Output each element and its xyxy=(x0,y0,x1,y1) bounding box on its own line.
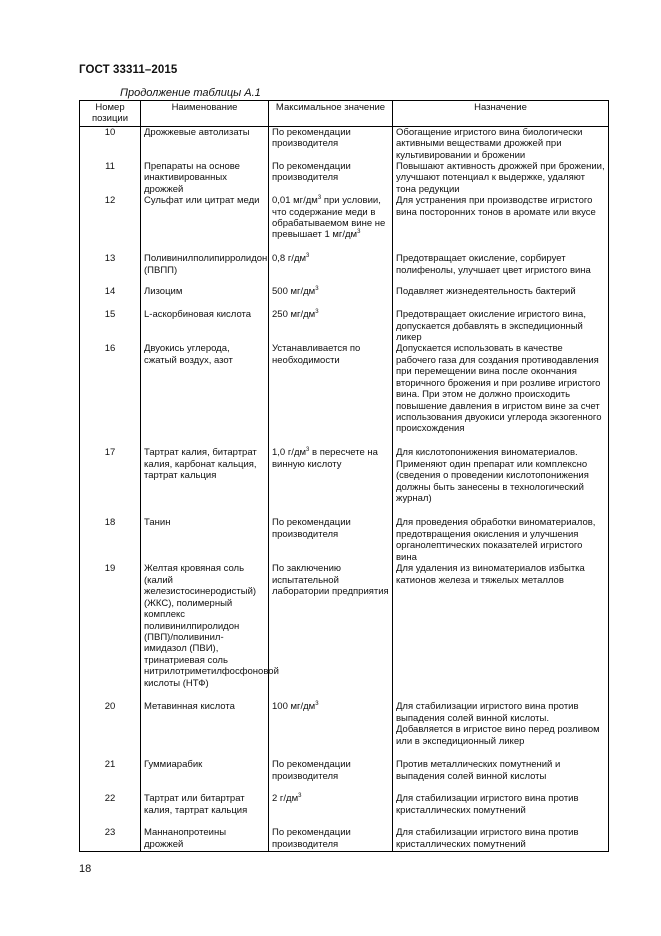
table-row xyxy=(80,759,609,793)
document-header: ГОСТ 33311–2015 xyxy=(79,64,178,76)
row-max: 500 $мг/дм^3$ xyxy=(269,286,393,309)
row-purpose: Для стабилизации игристого вина против кристаллических помутнений xyxy=(393,827,609,851)
col-header-name: Наименование xyxy=(141,101,269,127)
table-row xyxy=(80,517,609,563)
row-purpose: Для кислотопонижения виноматериалов. Применяют один препарат или комплексно (сведения о проведении кислотопонижения должны быть занесены в технологический журнал) xyxy=(393,447,609,517)
row-max: 1,0 $г/дм^3$ в пересчете на винную кислоту xyxy=(269,447,393,517)
row-max: По заключению испытательной лаборатории предприятия xyxy=(269,563,393,701)
additives-table xyxy=(79,100,609,852)
row-max: По рекомендации производителя xyxy=(269,161,393,195)
row-purpose: Обогащение игристого вина биологически активными веществами дрожжей при культивировании и брожении xyxy=(393,126,609,161)
row-purpose: Для стабилизации игристого вина против выпадения солей винной кислоты. Добавляется в игристое вино перед розливом или в экспедиционный ликер xyxy=(393,701,609,759)
table-row xyxy=(80,253,609,286)
row-max: По рекомендации производителя xyxy=(269,827,393,851)
row-number: 11 xyxy=(80,161,141,195)
row-name: Гуммиарабик xyxy=(141,759,269,793)
row-number: 21 xyxy=(80,759,141,793)
row-max: 0,01 $мг/дм^3$ при условии, что содержание меди в обрабатываемом вине не превышает 1 $мг/дм^3$ xyxy=(269,195,393,253)
row-name: Препараты на основе инактивированных дрожжей xyxy=(141,161,269,195)
row-name: Лизоцим xyxy=(141,286,269,309)
row-name: Маннанопротеины дрожжей xyxy=(141,827,269,851)
row-max: По рекомендации производителя xyxy=(269,126,393,161)
table-row xyxy=(80,309,609,343)
row-purpose: Для стабилизации игристого вина против кристаллических помутнений xyxy=(393,793,609,827)
row-number: 22 xyxy=(80,793,141,827)
row-name: Желтая кровяная соль (калий железистосинеродистый) (ЖКС), полимерный комплекс поливинилпиролидон (ПВП)/поливинил-имидазол (ПВИ), тринатриевая соль нитрилотриметилфосфоновой кислоты (НТФ) xyxy=(141,563,269,701)
row-name: Тартрат или битартрат калия, тартрат кальция xyxy=(141,793,269,827)
row-number: 20 xyxy=(80,701,141,759)
row-number: 19 xyxy=(80,563,141,701)
table-row xyxy=(80,195,609,253)
row-max: По рекомендации производителя xyxy=(269,759,393,793)
col-header-max: Максимальное значение xyxy=(269,101,393,127)
row-name: Танин xyxy=(141,517,269,563)
row-purpose: Для проведения обработки виноматериалов, предотвращения окисления и улучшения органолептических показателей игристого вина xyxy=(393,517,609,563)
col-header-number: Номер позиции xyxy=(80,101,141,127)
row-purpose: Подавляет жизнедеятельность бактерий xyxy=(393,286,609,309)
table-row xyxy=(80,161,609,195)
row-number: 17 xyxy=(80,447,141,517)
row-number: 23 xyxy=(80,827,141,851)
row-max: Устанавливается по необходимости xyxy=(269,343,393,447)
table-row xyxy=(80,827,609,851)
row-max: 100 $мг/дм^3$ xyxy=(269,701,393,759)
table-row xyxy=(80,343,609,447)
row-purpose: Предотвращает окисление игристого вина, допускается добавлять в экспедиционный ликер xyxy=(393,309,609,343)
row-number: 13 xyxy=(80,253,141,286)
row-name: Метавинная кислота xyxy=(141,701,269,759)
row-purpose: Предотвращает окисление, сорбирует полифенолы, улучшает цвет игристого вина xyxy=(393,253,609,286)
row-name: Дрожжевые автолизаты xyxy=(141,126,269,161)
row-purpose: Против металлических помутнений и выпадения солей винной кислоты xyxy=(393,759,609,793)
row-name: Поливинилполипирролидон (ПВПП) xyxy=(141,253,269,286)
row-name: L-аскорбиновая кислота xyxy=(141,309,269,343)
row-max: По рекомендации производителя xyxy=(269,517,393,563)
row-number: 15 xyxy=(80,309,141,343)
row-number: 18 xyxy=(80,517,141,563)
row-max: 250 $мг/дм^3$ xyxy=(269,309,393,343)
row-max: 0,8 $г/дм^3$ xyxy=(269,253,393,286)
row-purpose: Допускается использовать в качестве рабочего газа для создания противодавления при перемещении вина после окончания вторичного брожения и при розливе игристого вина. При этом не должно происходить повышение давления в игристом вине за счет использования двуокиси углерода экзогенного происхождения xyxy=(393,343,609,447)
row-number: 12 xyxy=(80,195,141,253)
table-row xyxy=(80,286,609,309)
row-purpose: Повышают активность дрожжей при брожении, улучшают потенциал к выдержке, удаляют тона редукции xyxy=(393,161,609,195)
row-purpose: Для устранения при производстве игристого вина посторонних тонов в аромате или вкусе xyxy=(393,195,609,253)
row-purpose: Для удаления из виноматериалов избытка катионов железа и тяжелых металлов xyxy=(393,563,609,701)
table-row xyxy=(80,447,609,517)
table-row xyxy=(80,563,609,701)
row-max: 2 $г/дм^3$ xyxy=(269,793,393,827)
col-header-purpose: Назначение xyxy=(393,101,609,127)
table-caption: Продолжение таблицы А.1 xyxy=(120,87,261,99)
row-number: 16 xyxy=(80,343,141,447)
row-number: 14 xyxy=(80,286,141,309)
row-name: Тартрат калия, битартрат калия, карбонат кальция, тартрат кальция xyxy=(141,447,269,517)
row-number: 10 xyxy=(80,126,141,161)
row-name: Двуокись углерода, сжатый воздух, азот xyxy=(141,343,269,447)
row-name: Сульфат или цитрат меди xyxy=(141,195,269,253)
table-row xyxy=(80,701,609,759)
page-number: 18 xyxy=(79,863,92,875)
table-row xyxy=(80,126,609,161)
table-row xyxy=(80,793,609,827)
table-header-row xyxy=(80,101,609,127)
